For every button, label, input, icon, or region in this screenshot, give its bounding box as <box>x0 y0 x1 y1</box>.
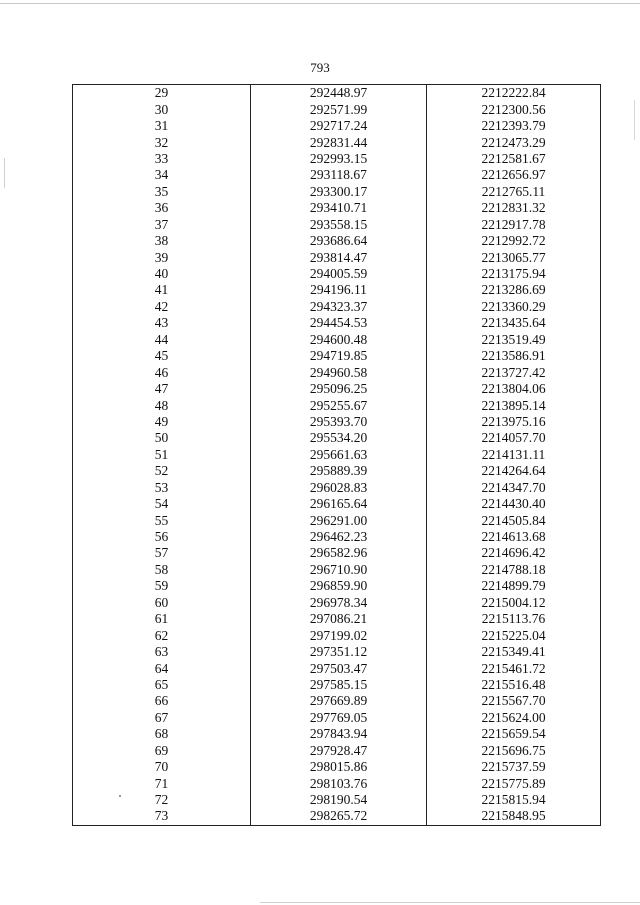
x-coordinate-cell: 297086.21 <box>251 611 427 627</box>
x-coordinate-cell: 298190.54 <box>251 792 427 808</box>
point-number-cell: 48 <box>73 397 251 413</box>
y-coordinate-cell: 2215516.48 <box>427 677 601 693</box>
x-coordinate-cell: 292717.24 <box>251 118 427 134</box>
point-number-cell: 37 <box>73 217 251 233</box>
point-number-cell: 61 <box>73 611 251 627</box>
x-coordinate-cell: 298103.76 <box>251 775 427 791</box>
x-coordinate-cell: 297351.12 <box>251 644 427 660</box>
table-row <box>73 743 601 759</box>
point-number-cell: 72 <box>73 792 251 808</box>
point-number-cell: 73 <box>73 808 251 825</box>
y-coordinate-cell: 2213435.64 <box>427 315 601 331</box>
y-coordinate-cell: 2214347.70 <box>427 480 601 496</box>
point-number-cell: 70 <box>73 759 251 775</box>
point-number-cell: 66 <box>73 693 251 709</box>
scan-edge-mark <box>634 100 635 140</box>
table-row <box>73 759 601 775</box>
scan-edge-mark <box>4 158 5 188</box>
point-number-cell: 59 <box>73 578 251 594</box>
point-number-cell: 49 <box>73 414 251 430</box>
table-row <box>73 660 601 676</box>
table-row <box>73 101 601 117</box>
x-coordinate-cell: 293814.47 <box>251 249 427 265</box>
point-number-cell: 64 <box>73 660 251 676</box>
table-row <box>73 710 601 726</box>
point-number-cell: 29 <box>73 85 251 102</box>
y-coordinate-cell: 2214131.11 <box>427 447 601 463</box>
table-row <box>73 134 601 150</box>
x-coordinate-cell: 296291.00 <box>251 512 427 528</box>
point-number-cell: 54 <box>73 496 251 512</box>
table-row <box>73 217 601 233</box>
table-row <box>73 233 601 249</box>
point-number-cell: 62 <box>73 627 251 643</box>
x-coordinate-cell: 296582.96 <box>251 545 427 561</box>
y-coordinate-cell: 2212300.56 <box>427 101 601 117</box>
x-coordinate-cell: 295255.67 <box>251 397 427 413</box>
point-number-cell: 71 <box>73 775 251 791</box>
x-coordinate-cell: 298265.72 <box>251 808 427 825</box>
table-row <box>73 595 601 611</box>
point-number-cell: 35 <box>73 184 251 200</box>
y-coordinate-cell: 2215113.76 <box>427 611 601 627</box>
point-number-cell: 58 <box>73 562 251 578</box>
table-row <box>73 348 601 364</box>
x-coordinate-cell: 297199.02 <box>251 627 427 643</box>
y-coordinate-cell: 2215848.95 <box>427 808 601 825</box>
y-coordinate-cell: 2213895.14 <box>427 397 601 413</box>
y-coordinate-cell: 2215696.75 <box>427 743 601 759</box>
x-coordinate-cell: 293686.64 <box>251 233 427 249</box>
point-number-cell: 63 <box>73 644 251 660</box>
point-number-cell: 53 <box>73 480 251 496</box>
table-row <box>73 249 601 265</box>
point-number-cell: 69 <box>73 743 251 759</box>
y-coordinate-cell: 2214899.79 <box>427 578 601 594</box>
scan-top-edge-line <box>0 3 640 4</box>
x-coordinate-cell: 292993.15 <box>251 151 427 167</box>
x-coordinate-cell: 295534.20 <box>251 430 427 446</box>
y-coordinate-cell: 2212765.11 <box>427 184 601 200</box>
y-coordinate-cell: 2214788.18 <box>427 562 601 578</box>
y-coordinate-cell: 2213804.06 <box>427 381 601 397</box>
table-row <box>73 562 601 578</box>
x-coordinate-cell: 293300.17 <box>251 184 427 200</box>
y-coordinate-cell: 2213727.42 <box>427 364 601 380</box>
y-coordinate-cell: 2213065.77 <box>427 249 601 265</box>
point-number-cell: 39 <box>73 249 251 265</box>
table-row <box>73 578 601 594</box>
point-number-cell: 65 <box>73 677 251 693</box>
x-coordinate-cell: 292571.99 <box>251 101 427 117</box>
point-number-cell: 30 <box>73 101 251 117</box>
y-coordinate-cell: 2215567.70 <box>427 693 601 709</box>
point-number-cell: 51 <box>73 447 251 463</box>
table-row <box>73 266 601 282</box>
table-row <box>73 463 601 479</box>
point-number-cell: 33 <box>73 151 251 167</box>
y-coordinate-cell: 2212917.78 <box>427 217 601 233</box>
point-number-cell: 55 <box>73 512 251 528</box>
y-coordinate-cell: 2213975.16 <box>427 414 601 430</box>
y-coordinate-cell: 2214505.84 <box>427 512 601 528</box>
x-coordinate-cell: 297843.94 <box>251 726 427 742</box>
y-coordinate-cell: 2215461.72 <box>427 660 601 676</box>
point-number-cell: 41 <box>73 282 251 298</box>
x-coordinate-cell: 297503.47 <box>251 660 427 676</box>
y-coordinate-cell: 2213360.29 <box>427 299 601 315</box>
table-row <box>73 792 601 808</box>
x-coordinate-cell: 293118.67 <box>251 167 427 183</box>
y-coordinate-cell: 2213519.49 <box>427 332 601 348</box>
y-coordinate-cell: 2214613.68 <box>427 529 601 545</box>
table-row <box>73 167 601 183</box>
y-coordinate-cell: 2212222.84 <box>427 85 601 102</box>
x-coordinate-cell: 296462.23 <box>251 529 427 545</box>
x-coordinate-cell: 293410.71 <box>251 200 427 216</box>
table-row <box>73 644 601 660</box>
table-row <box>73 364 601 380</box>
table-row <box>73 85 601 102</box>
table-row <box>73 332 601 348</box>
table-row <box>73 299 601 315</box>
y-coordinate-cell: 2212581.67 <box>427 151 601 167</box>
scan-bottom-edge-line <box>260 902 640 903</box>
table-row <box>73 726 601 742</box>
table-row <box>73 447 601 463</box>
x-coordinate-cell: 295096.25 <box>251 381 427 397</box>
point-number-cell: 50 <box>73 430 251 446</box>
point-number-cell: 40 <box>73 266 251 282</box>
y-coordinate-cell: 2215225.04 <box>427 627 601 643</box>
point-number-cell: 44 <box>73 332 251 348</box>
x-coordinate-cell: 294960.58 <box>251 364 427 380</box>
y-coordinate-cell: 2212473.29 <box>427 134 601 150</box>
table-row <box>73 200 601 216</box>
table-row <box>73 480 601 496</box>
coordinate-table-body <box>73 85 601 826</box>
y-coordinate-cell: 2212393.79 <box>427 118 601 134</box>
x-coordinate-cell: 296710.90 <box>251 562 427 578</box>
table-row <box>73 151 601 167</box>
point-number-cell: 31 <box>73 118 251 134</box>
y-coordinate-cell: 2213286.69 <box>427 282 601 298</box>
table-row <box>73 677 601 693</box>
table-row <box>73 611 601 627</box>
y-coordinate-cell: 2215815.94 <box>427 792 601 808</box>
x-coordinate-cell: 294719.85 <box>251 348 427 364</box>
point-number-cell: 46 <box>73 364 251 380</box>
point-number-cell: 67 <box>73 710 251 726</box>
y-coordinate-cell: 2214696.42 <box>427 545 601 561</box>
table-row <box>73 118 601 134</box>
point-number-cell: 32 <box>73 134 251 150</box>
x-coordinate-cell: 296978.34 <box>251 595 427 611</box>
y-coordinate-cell: 2212992.72 <box>427 233 601 249</box>
x-coordinate-cell: 295393.70 <box>251 414 427 430</box>
table-row <box>73 496 601 512</box>
x-coordinate-cell: 297769.05 <box>251 710 427 726</box>
point-number-cell: 36 <box>73 200 251 216</box>
y-coordinate-cell: 2215624.00 <box>427 710 601 726</box>
y-coordinate-cell: 2215775.89 <box>427 775 601 791</box>
x-coordinate-cell: 297585.15 <box>251 677 427 693</box>
x-coordinate-cell: 295889.39 <box>251 463 427 479</box>
point-number-cell: 43 <box>73 315 251 331</box>
scan-speck <box>119 795 121 797</box>
x-coordinate-cell: 295661.63 <box>251 447 427 463</box>
coordinate-table <box>72 84 601 826</box>
x-coordinate-cell: 298015.86 <box>251 759 427 775</box>
page-number: 793 <box>310 60 330 75</box>
table-row <box>73 381 601 397</box>
point-number-cell: 42 <box>73 299 251 315</box>
table-row <box>73 808 601 825</box>
x-coordinate-cell: 296859.90 <box>251 578 427 594</box>
point-number-cell: 52 <box>73 463 251 479</box>
table-row <box>73 184 601 200</box>
table-row <box>73 430 601 446</box>
y-coordinate-cell: 2215004.12 <box>427 595 601 611</box>
point-number-cell: 38 <box>73 233 251 249</box>
point-number-cell: 68 <box>73 726 251 742</box>
y-coordinate-cell: 2215737.59 <box>427 759 601 775</box>
x-coordinate-cell: 294005.59 <box>251 266 427 282</box>
y-coordinate-cell: 2214430.40 <box>427 496 601 512</box>
point-number-cell: 56 <box>73 529 251 545</box>
x-coordinate-cell: 294196.11 <box>251 282 427 298</box>
x-coordinate-cell: 294454.53 <box>251 315 427 331</box>
table-row <box>73 627 601 643</box>
table-row <box>73 397 601 413</box>
x-coordinate-cell: 297669.89 <box>251 693 427 709</box>
point-number-cell: 47 <box>73 381 251 397</box>
point-number-cell: 45 <box>73 348 251 364</box>
table-row <box>73 512 601 528</box>
table-row <box>73 693 601 709</box>
table-row <box>73 545 601 561</box>
x-coordinate-cell: 292448.97 <box>251 85 427 102</box>
y-coordinate-cell: 2215659.54 <box>427 726 601 742</box>
x-coordinate-cell: 294323.37 <box>251 299 427 315</box>
point-number-cell: 57 <box>73 545 251 561</box>
table-row <box>73 414 601 430</box>
x-coordinate-cell: 296165.64 <box>251 496 427 512</box>
y-coordinate-cell: 2212656.97 <box>427 167 601 183</box>
x-coordinate-cell: 297928.47 <box>251 743 427 759</box>
y-coordinate-cell: 2213175.94 <box>427 266 601 282</box>
y-coordinate-cell: 2214264.64 <box>427 463 601 479</box>
x-coordinate-cell: 293558.15 <box>251 217 427 233</box>
table-row <box>73 315 601 331</box>
y-coordinate-cell: 2213586.91 <box>427 348 601 364</box>
y-coordinate-cell: 2214057.70 <box>427 430 601 446</box>
x-coordinate-cell: 296028.83 <box>251 480 427 496</box>
table-row <box>73 282 601 298</box>
table-row <box>73 529 601 545</box>
y-coordinate-cell: 2212831.32 <box>427 200 601 216</box>
x-coordinate-cell: 292831.44 <box>251 134 427 150</box>
y-coordinate-cell: 2215349.41 <box>427 644 601 660</box>
table-row <box>73 775 601 791</box>
point-number-cell: 60 <box>73 595 251 611</box>
point-number-cell: 34 <box>73 167 251 183</box>
x-coordinate-cell: 294600.48 <box>251 332 427 348</box>
